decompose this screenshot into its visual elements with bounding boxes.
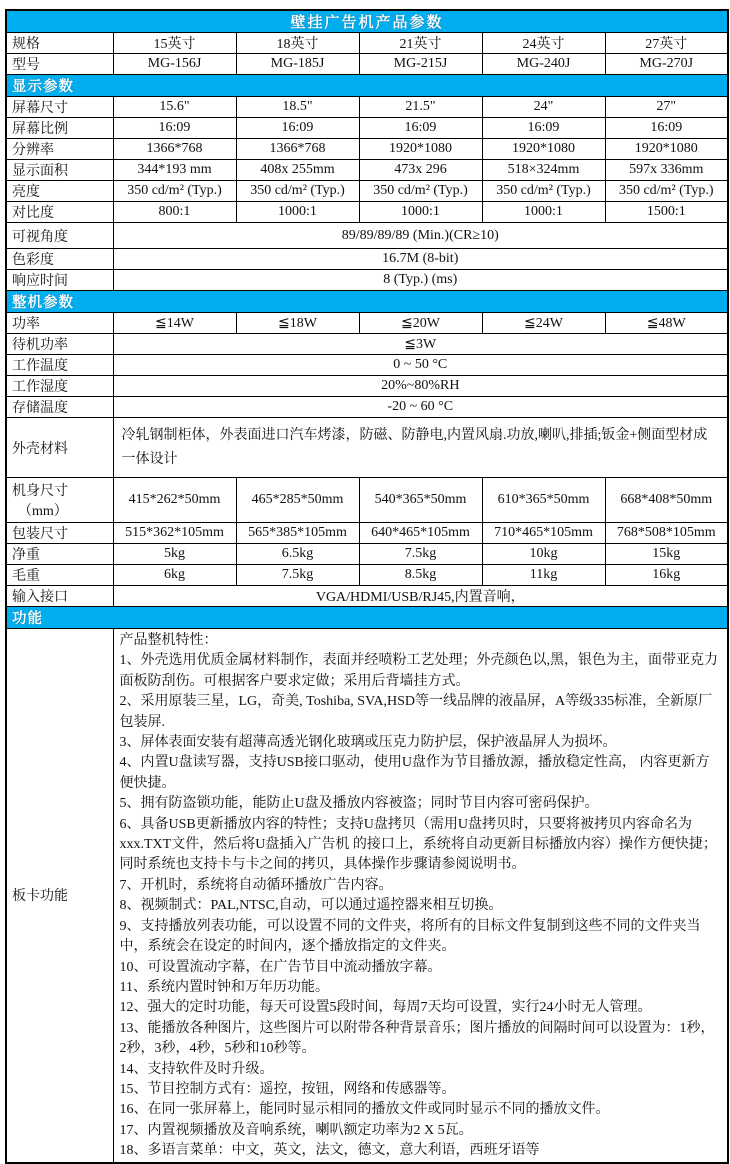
table-row [6, 544, 728, 565]
value-cell: 1920*1080 [605, 139, 728, 160]
feature-line: 产品整机特性： [119, 633, 218, 648]
table-row [6, 249, 728, 270]
table-row [6, 181, 728, 202]
section-header: 显示参数 [6, 75, 728, 97]
row-label: 对比度 [6, 202, 113, 223]
table-row [6, 54, 728, 75]
row-label: 规格 [6, 33, 113, 54]
row-label: 显示面积 [6, 160, 113, 181]
value-cell: MG-240J [482, 54, 605, 75]
value-cell: ≦14W [113, 313, 236, 334]
table-row [6, 334, 728, 355]
value-cell: 540*365*50mm [359, 478, 482, 523]
value-cell: ≦24W [482, 313, 605, 334]
value-cell: 1920*1080 [359, 139, 482, 160]
row-label: 色彩度 [6, 249, 113, 270]
feature-line: 3、屏体表面安装有超薄高透光钢化玻璃或压克力防护层，保护液晶屏人为损坏。 [119, 735, 617, 751]
table-row [6, 478, 728, 523]
value-cell: 16:09 [113, 118, 236, 139]
table-row [6, 586, 728, 607]
table-row [6, 10, 728, 33]
value-cell: 21.5" [359, 97, 482, 118]
value-cell: 668*408*50mm [605, 478, 728, 523]
table-title: 壁挂广告机产品参数 [6, 10, 728, 33]
merged-value-cell: 16.7M (8-bit) [113, 249, 728, 270]
value-cell: 350 cd/m² (Typ.) [236, 181, 359, 202]
table-row [6, 291, 728, 313]
feature-line: 8、视频制式：PAL,NTSC,自动，可以通过遥控器来相互切换。 [119, 898, 503, 914]
row-label: 净重 [6, 544, 113, 565]
table-row [6, 160, 728, 181]
row-label: 分辨率 [6, 139, 113, 160]
value-cell: 16:09 [482, 118, 605, 139]
value-cell: 24英寸 [482, 33, 605, 54]
value-cell: 1920*1080 [482, 139, 605, 160]
feature-line: 2、采用原装三星，LG，奇美, Toshiba, SVA,HSD等一线品牌的液晶屏，A等级335标准，全新原厂包装屏. [119, 694, 713, 730]
table-row [6, 376, 728, 397]
value-cell: 350 cd/m² (Typ.) [605, 181, 728, 202]
value-cell: 640*465*105mm [359, 523, 482, 544]
row-label: 屏幕比例 [6, 118, 113, 139]
value-cell: 15.6" [113, 97, 236, 118]
value-cell: 15kg [605, 544, 728, 565]
value-cell: 16:09 [359, 118, 482, 139]
feature-line: 10、可设置流动字幕，在广告节目中流动播放字幕。 [119, 959, 442, 975]
row-label: 亮度 [6, 181, 113, 202]
value-cell: 24" [482, 97, 605, 118]
feature-line: 11、系统内置时钟和万年历功能。 [119, 979, 329, 995]
value-cell: ≦48W [605, 313, 728, 334]
spec-table [5, 9, 729, 1164]
feature-line: 7、开机时，系统将自动循环播放广告内容。 [119, 877, 393, 893]
value-cell: 6kg [113, 565, 236, 586]
value-cell: 15英寸 [113, 33, 236, 54]
merged-value-cell: 0 ~ 50 °C [113, 355, 728, 376]
feature-line: 5、拥有防盗锁功能，能防止U盘及播放内容被盗；同时节目内容可密码保护。 [119, 796, 599, 812]
feature-line: 14、支持软件及时升级。 [119, 1061, 274, 1077]
value-cell: 16:09 [236, 118, 359, 139]
value-cell: 710*465*105mm [482, 523, 605, 544]
value-cell: 1000:1 [236, 202, 359, 223]
value-cell: 5kg [113, 544, 236, 565]
value-cell: 11kg [482, 565, 605, 586]
value-cell: 415*262*50mm [113, 478, 236, 523]
row-label: 型号 [6, 54, 113, 75]
table-row [6, 118, 728, 139]
value-cell: MG-156J [113, 54, 236, 75]
value-cell: 7.5kg [359, 544, 482, 565]
section-header: 整机参数 [6, 291, 728, 313]
value-cell: 18.5" [236, 97, 359, 118]
table-row [6, 33, 728, 54]
table-row [6, 397, 728, 418]
table-row [6, 139, 728, 160]
value-cell: ≦20W [359, 313, 482, 334]
feature-line: 9、支持播放列表功能，可以设置不同的文件夹，将所有的目标文件复制到这些不同的文件夹当中，系统会在设定的时间内，逐个播放指定的文件夹。 [119, 918, 701, 955]
row-label-line1: 机身尺寸 [12, 484, 68, 499]
value-cell: 1000:1 [359, 202, 482, 223]
table-row [6, 418, 728, 478]
merged-value-cell: 89/89/89/89 (Min.)(CR≥10) [113, 223, 728, 249]
row-label: 毛重 [6, 565, 113, 586]
table-row [6, 355, 728, 376]
value-cell: 610*365*50mm [482, 478, 605, 523]
value-cell: 350 cd/m² (Typ.) [359, 181, 482, 202]
merged-value-cell: 冷轧钢制柜体，外表面进口汽车烤漆，防磁、防静电,内置风扇.功放,喇叭,排插;钣金+侧面型材成一体设计 [113, 418, 728, 478]
table-row [6, 270, 728, 291]
value-cell: 800:1 [113, 202, 236, 223]
value-cell: 27" [605, 97, 728, 118]
value-cell: 18英寸 [236, 33, 359, 54]
row-label: 待机功率 [6, 334, 113, 355]
table-row [6, 523, 728, 544]
value-cell: 8.5kg [359, 565, 482, 586]
value-cell: 16kg [605, 565, 728, 586]
row-label-line2: （mm） [18, 504, 68, 519]
merged-value-cell: 20%~80%RH [113, 376, 728, 397]
value-cell: 1366*768 [113, 139, 236, 160]
feature-line: 1、外壳选用优质金属材料制作，表面并经喷粉工艺处理；外壳颜色以,黑，银色为主，面带亚克力面板防刮伤。可根据客户要求定做；采用后背墙挂方式。 [119, 653, 718, 689]
feature-line: 17、内置视频播放及音响系统，喇叭额定功率为2 X 5瓦。 [119, 1122, 473, 1138]
value-cell: 16:09 [605, 118, 728, 139]
value-cell: 518×324mm [482, 160, 605, 181]
value-cell: MG-215J [359, 54, 482, 75]
row-label: 响应时间 [6, 270, 113, 291]
table-row [6, 313, 728, 334]
value-cell: 21英寸 [359, 33, 482, 54]
row-label: 工作湿度 [6, 376, 113, 397]
feature-line: 4、内置U盘读写器，支持USB接口驱动，使用U盘作为节目播放源，播放稳定性高， 内容更新方便快捷。 [119, 755, 710, 791]
value-cell: 1366*768 [236, 139, 359, 160]
table-row [6, 223, 728, 249]
table-row [6, 75, 728, 97]
value-cell: 27英寸 [605, 33, 728, 54]
merged-value-cell: VGA/HDMI/USB/RJ45,内置音响， [113, 586, 728, 607]
merged-value-cell: -20 ~ 60 °C [113, 397, 728, 418]
row-label: 可视角度 [6, 223, 113, 249]
value-cell: 515*362*105mm [113, 523, 236, 544]
value-cell: ≦18W [236, 313, 359, 334]
value-cell: 344*193 mm [113, 160, 236, 181]
value-cell: 350 cd/m² (Typ.) [482, 181, 605, 202]
value-cell: MG-185J [236, 54, 359, 75]
features-cell [113, 629, 728, 1163]
row-label: 输入接口 [6, 586, 113, 607]
feature-line: 13、能播放各种图片，这些图片可以附带各种背景音乐；图片播放的间隔时间可以设置为：1秒，2秒，3秒，4秒，5秒和10秒等。 [119, 1020, 715, 1057]
value-cell: 768*508*105mm [605, 523, 728, 544]
feature-line: 12、强大的定时功能，每天可设置5段时间，每周7天均可设置，实行24小时无人管理。 [119, 1000, 652, 1016]
value-cell: 1000:1 [482, 202, 605, 223]
table-row [6, 565, 728, 586]
feature-line: 18、多语言菜单：中文，英文，法文，德文，意大利语，西班牙语等 [119, 1143, 540, 1159]
row-label: 工作温度 [6, 355, 113, 376]
merged-value-cell: 8 (Typ.) (ms) [113, 270, 728, 291]
feature-line: 15、节目控制方式有：遥控，按钮，网络和传感器等。 [119, 1081, 456, 1097]
value-cell: 10kg [482, 544, 605, 565]
value-cell: 350 cd/m² (Typ.) [113, 181, 236, 202]
row-label: 包装尺寸 [6, 523, 113, 544]
value-cell: MG-270J [605, 54, 728, 75]
value-cell: 7.5kg [236, 565, 359, 586]
spec-table-body [6, 10, 728, 1163]
value-cell: 408x 255mm [236, 160, 359, 181]
table-row [6, 629, 728, 1163]
value-cell: 597x 336mm [605, 160, 728, 181]
table-row [6, 97, 728, 118]
feature-line: 16、在同一张屏幕上，能同时显示相同的播放文件或同时显示不同的播放文件。 [119, 1102, 610, 1118]
row-label: 外壳材料 [6, 418, 113, 478]
table-row [6, 202, 728, 223]
table-row [6, 607, 728, 629]
row-label [6, 478, 113, 523]
value-cell: 1500:1 [605, 202, 728, 223]
value-cell: 6.5kg [236, 544, 359, 565]
value-cell: 473x 296 [359, 160, 482, 181]
row-label: 存储温度 [6, 397, 113, 418]
value-cell: 465*285*50mm [236, 478, 359, 523]
row-label: 板卡功能 [6, 629, 113, 1163]
value-cell: 565*385*105mm [236, 523, 359, 544]
merged-value-cell: ≦3W [113, 334, 728, 355]
feature-line: 6、具备USB更新播放内容的特性；支持U盘拷贝（需用U盘拷贝时，只要将被拷贝内容命名为xxx.TXT文件，然后将U盘插入广告机 的接口上，系统将自动更新目标播放内容）操作方便快捷；同时系统也支持卡与卡之间的拷贝，具体操作步骤请参阅说明书。 [119, 816, 717, 873]
row-label: 功率 [6, 313, 113, 334]
row-label: 屏幕尺寸 [6, 97, 113, 118]
section-header: 功能 [6, 607, 728, 629]
